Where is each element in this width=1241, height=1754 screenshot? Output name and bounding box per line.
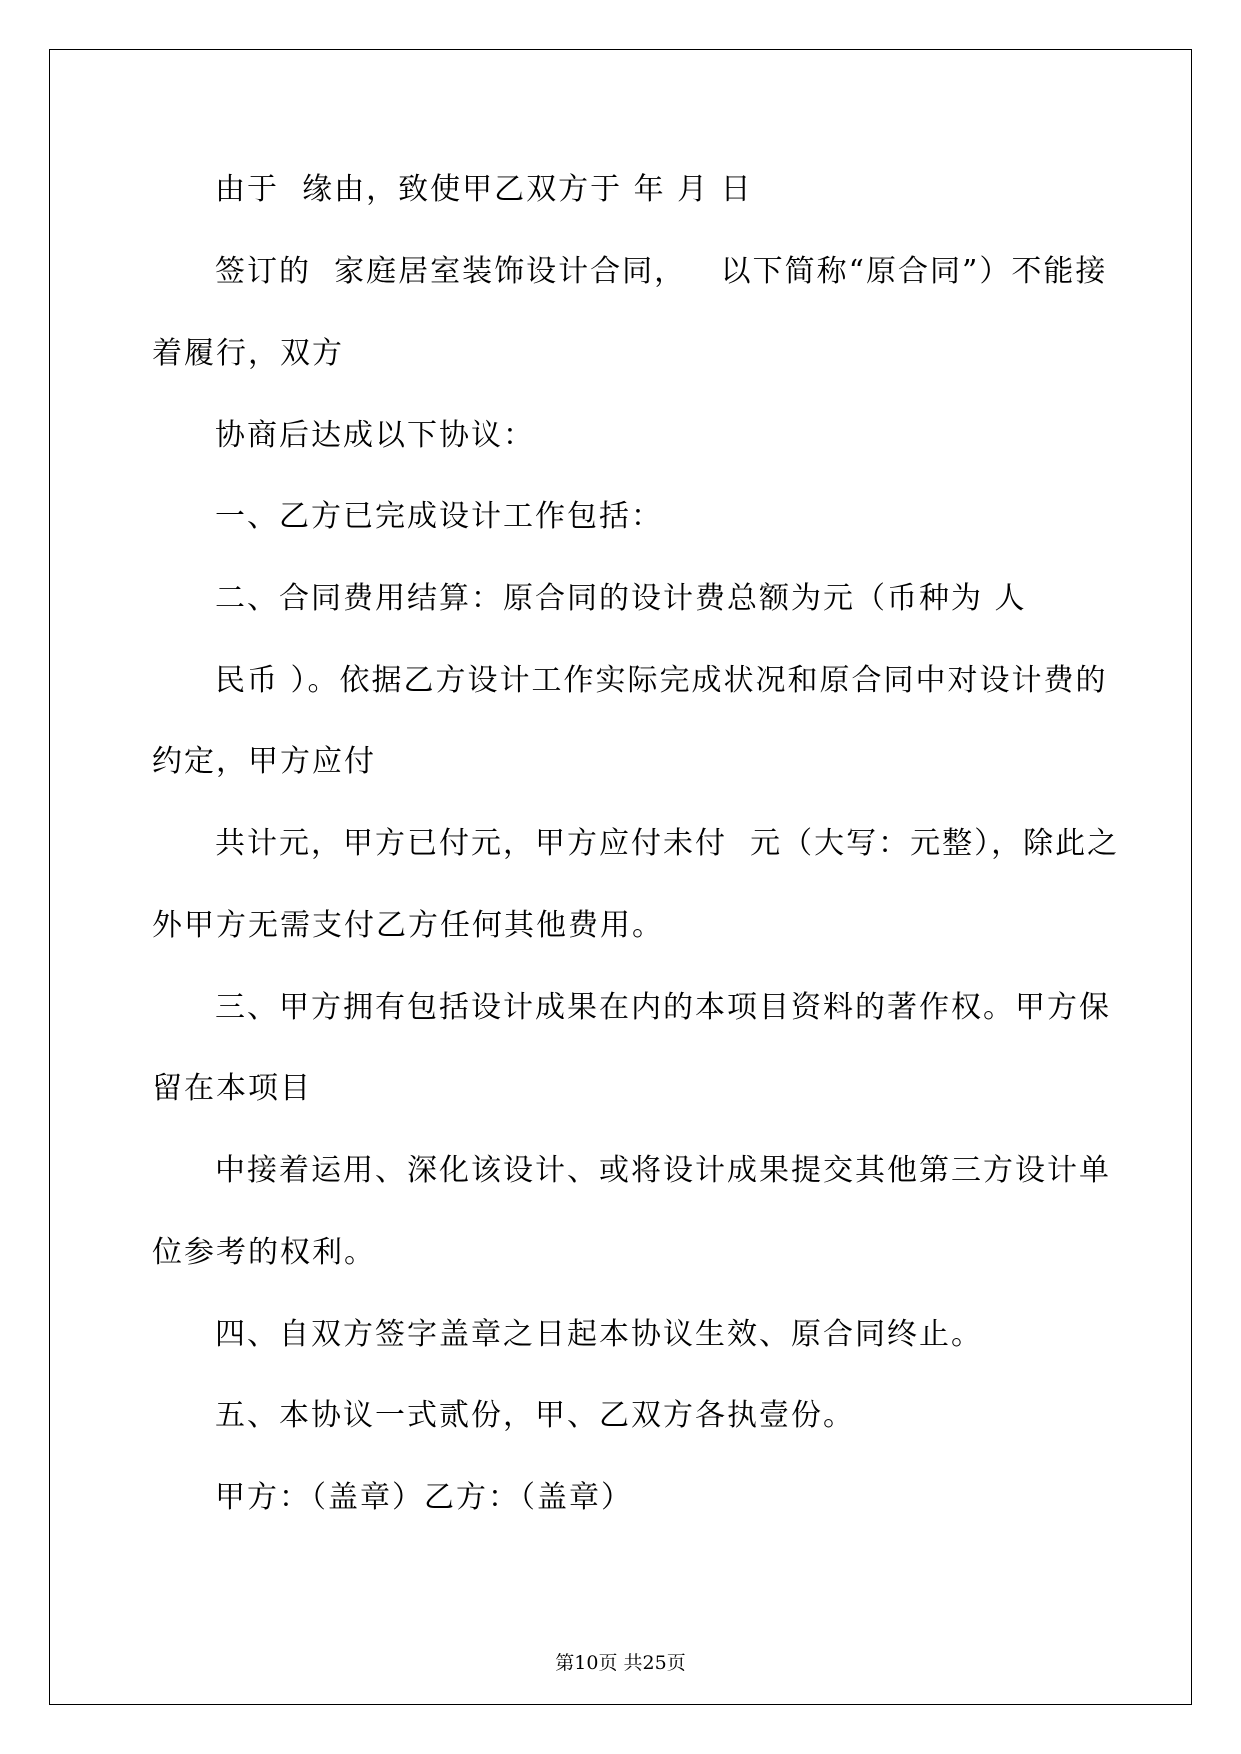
- page-number-footer: 第10页 共25页: [555, 1652, 686, 1674]
- clause-four: 四、自双方签字盖章之日起本协议生效、原合同终止。: [215, 1317, 983, 1352]
- clause-three-line-3: 中接着运用、深化该设计、或将设计成果提交其他第三方设计单: [215, 1153, 1111, 1188]
- paragraph-line-2: 签订的 家庭居室装饰设计合同， 以下简称“原合同”）不能接: [215, 254, 1108, 289]
- clause-three-line-4: 位参考的权利。: [152, 1235, 376, 1270]
- clause-two-line-3: 约定，甲方应付: [152, 744, 376, 779]
- paragraph-line-1: 由于 缘由，致使甲乙双方于 年 月 日: [215, 172, 753, 207]
- clause-five: 五、本协议一式贰份，甲、乙双方各执壹份。: [215, 1398, 855, 1433]
- page-border: [49, 49, 1192, 1705]
- payment-line-2: 外甲方无需支付乙方任何其他费用。: [152, 908, 664, 943]
- paragraph-line-3: 着履行，双方: [152, 336, 344, 371]
- clause-two-line-2: 民币 ）。依据乙方设计工作实际完成状况和原合同中对设计费的: [215, 663, 1108, 698]
- clause-two-line-1: 二、合同费用结算：原合同的设计费总额为元（币种为 人: [215, 581, 1027, 616]
- paragraph-line-4: 协商后达成以下协议：: [215, 418, 535, 453]
- clause-three-line-2: 留在本项目: [152, 1071, 312, 1106]
- clause-three-line-1: 三、甲方拥有包括设计成果在内的本项目资料的著作权。甲方保: [215, 990, 1111, 1025]
- clause-one: 一、乙方已完成设计工作包括：: [215, 499, 663, 534]
- signature-line: 甲方：（盖章）乙方：（盖章）: [215, 1480, 633, 1515]
- payment-line-1: 共计元，甲方已付元，甲方应付未付 元（大写：元整），除此之: [215, 826, 1120, 861]
